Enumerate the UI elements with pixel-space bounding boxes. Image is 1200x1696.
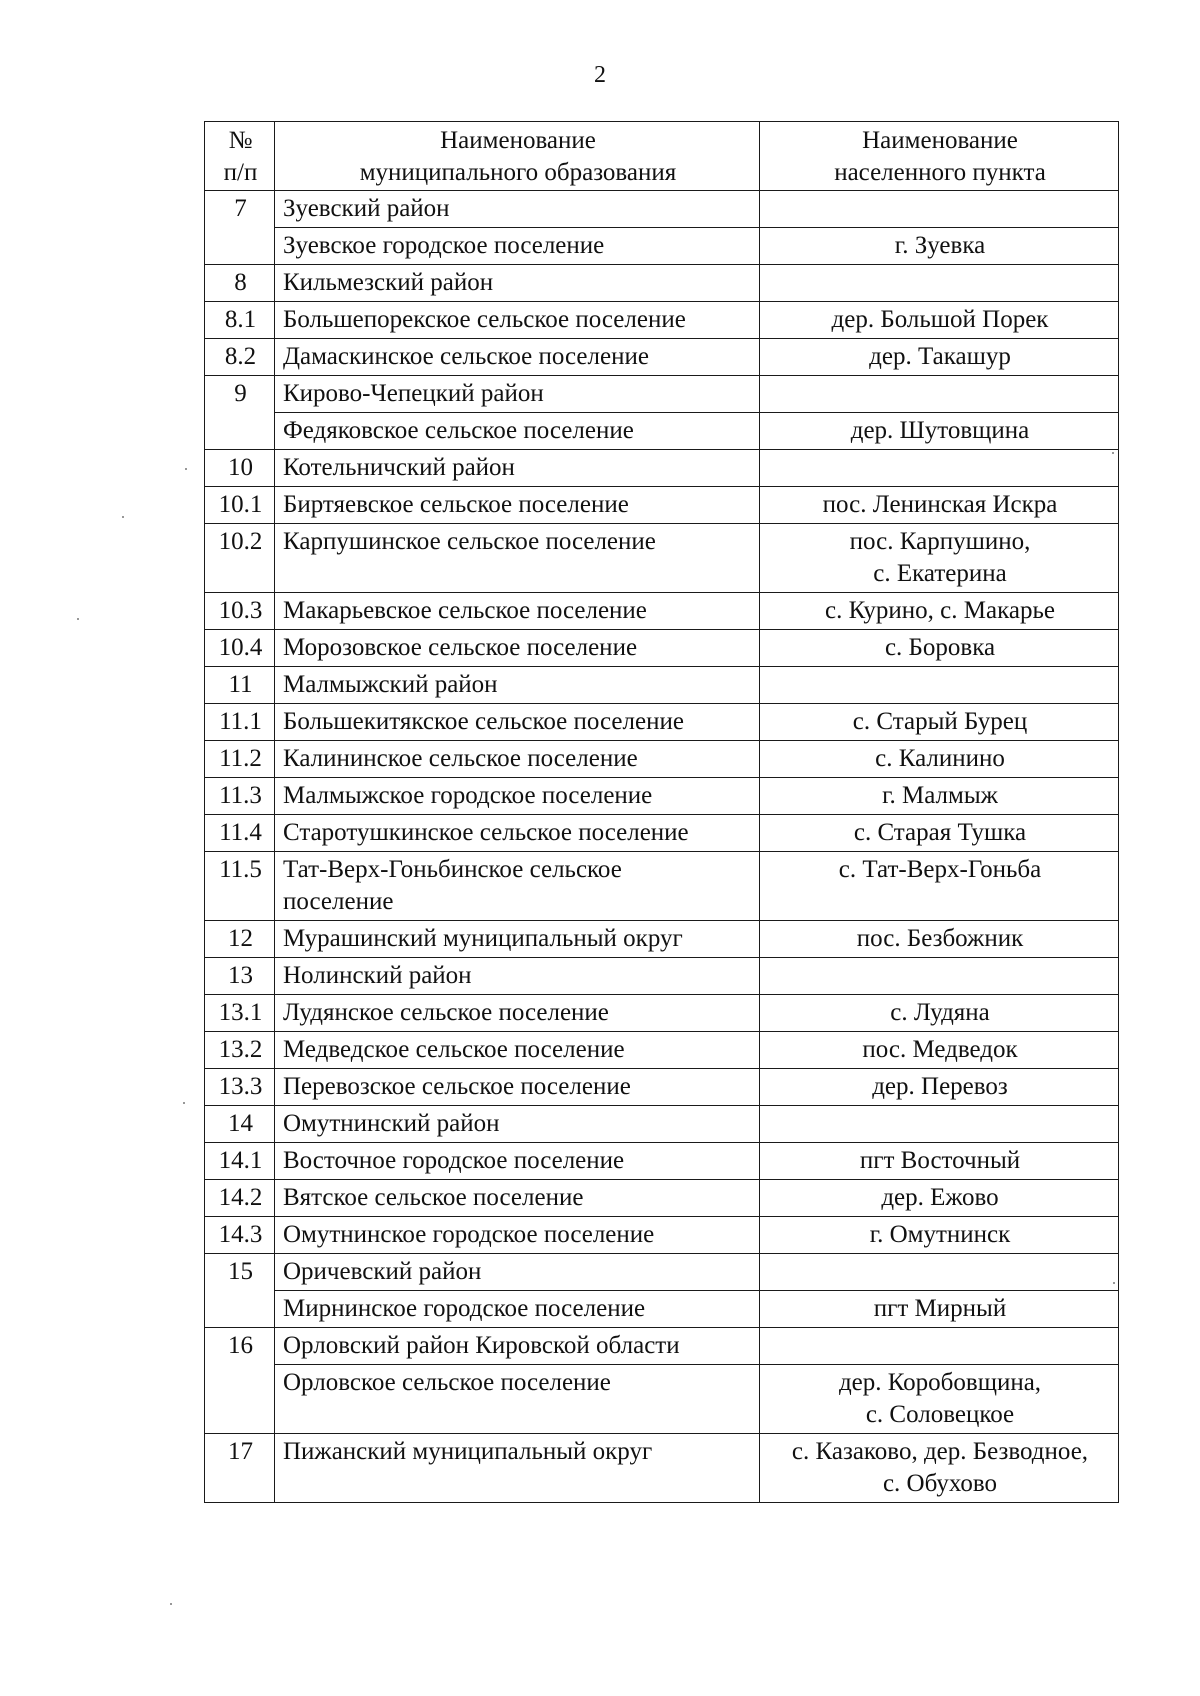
row-number: 14.2 <box>218 1184 263 1211</box>
table-row <box>205 704 1119 741</box>
table-row <box>205 1106 1119 1143</box>
settlement-cell <box>760 487 1119 524</box>
settlement-cell <box>760 815 1119 852</box>
row-number: 8.1 <box>224 306 257 333</box>
table-row <box>205 921 1119 958</box>
table-row <box>205 995 1119 1032</box>
row-number-cell <box>205 815 275 852</box>
municipality-name: Омутнинский район <box>283 1110 500 1137</box>
municipality-name: Вятское сельское поселение <box>283 1184 584 1211</box>
settlement-cell <box>760 1217 1119 1254</box>
municipality-cell <box>275 191 760 228</box>
settlement-name: с. Старая Тушка <box>853 819 1027 846</box>
table-header-row <box>205 122 1119 191</box>
settlement-cell <box>760 1106 1119 1143</box>
municipality-name: Омутнинское городское поселение <box>283 1221 655 1248</box>
table-row <box>205 1291 1119 1328</box>
settlement-name: с. Боровка <box>884 634 996 661</box>
settlements-table <box>204 121 1119 1503</box>
settlement-name: пос. Медведок <box>862 1036 1018 1063</box>
table-row <box>205 815 1119 852</box>
settlement-name <box>768 378 1112 410</box>
settlement-name: г. Зуевка <box>894 232 986 259</box>
municipality-name: Малмыжское городское поселение <box>283 782 653 809</box>
row-number: 7 <box>234 195 247 222</box>
municipality-name: Калининское сельское поселение <box>283 745 638 772</box>
settlement-cell <box>760 995 1119 1032</box>
header-municipality-line: муниципального образования <box>359 159 677 186</box>
row-number: 14.3 <box>218 1221 263 1248</box>
settlement-cell <box>760 852 1119 921</box>
municipality-name: Зуевский район <box>283 195 450 222</box>
row-number: 10.2 <box>218 528 263 555</box>
settlement-cell <box>760 265 1119 302</box>
row-number-cell <box>205 524 275 593</box>
header-number-line: № <box>228 127 253 154</box>
settlement-name: с. Тат-Верх-Гоньба <box>838 856 1042 883</box>
settlement-name: с. Казаково, дер. Безводное, <box>791 1438 1089 1465</box>
row-number-cell <box>205 1032 275 1069</box>
municipality-cell <box>275 487 760 524</box>
settlement-name: с. Екатерина <box>873 560 1007 587</box>
settlement-cell <box>760 921 1119 958</box>
municipality-name: Большекитякское сельское поселение <box>283 708 684 735</box>
row-number-cell <box>205 1106 275 1143</box>
municipality-name: поселение <box>283 888 394 915</box>
municipality-name: Дамаскинское сельское поселение <box>283 343 649 370</box>
settlement-cell <box>760 1069 1119 1106</box>
municipality-cell <box>275 413 760 450</box>
municipality-cell <box>275 815 760 852</box>
scan-speck <box>122 516 124 518</box>
table-row <box>205 741 1119 778</box>
settlement-name: с. Курино, с. Макарье <box>825 597 1055 624</box>
table-row <box>205 1434 1119 1503</box>
table-row <box>205 1069 1119 1106</box>
row-number: 11.2 <box>219 745 262 772</box>
municipality-name: Пижанский муниципальный округ <box>283 1438 653 1465</box>
municipality-cell <box>275 1143 760 1180</box>
settlement-name <box>768 960 1112 992</box>
settlement-name <box>768 1330 1112 1362</box>
settlement-cell <box>760 630 1119 667</box>
row-number: 10.1 <box>218 491 263 518</box>
table-row <box>205 265 1119 302</box>
municipality-name: Федяковское сельское поселение <box>283 417 634 444</box>
settlement-name: дер. Шутовщина <box>850 417 1030 444</box>
row-number: 10.3 <box>218 597 263 624</box>
municipality-cell <box>275 1254 760 1291</box>
municipality-name: Оричевский район <box>283 1258 482 1285</box>
settlement-name <box>768 1256 1112 1288</box>
settlement-name <box>768 452 1112 484</box>
row-number-cell <box>205 487 275 524</box>
page-number: 2 <box>594 62 606 88</box>
row-number: 17 <box>228 1438 253 1465</box>
row-number-cell <box>205 1069 275 1106</box>
settlement-name <box>768 267 1112 299</box>
municipality-cell <box>275 741 760 778</box>
row-number-cell <box>205 1328 275 1434</box>
municipality-name: Биртяевское сельское поселение <box>283 491 629 518</box>
scan-speck <box>77 618 79 620</box>
municipality-cell <box>275 265 760 302</box>
settlement-cell <box>760 1328 1119 1365</box>
settlement-name <box>768 1108 1112 1140</box>
row-number-cell <box>205 593 275 630</box>
municipality-cell <box>275 958 760 995</box>
row-number-cell <box>205 741 275 778</box>
settlement-name <box>768 193 1112 225</box>
settlement-name: пос. Карпушино, <box>849 528 1031 555</box>
table-row <box>205 339 1119 376</box>
scan-speck <box>1112 452 1114 454</box>
row-number-cell <box>205 376 275 450</box>
table-row <box>205 1217 1119 1254</box>
municipality-name: Котельничский район <box>283 454 515 481</box>
table-row <box>205 1143 1119 1180</box>
municipality-cell <box>275 1180 760 1217</box>
table-row <box>205 778 1119 815</box>
row-number-cell <box>205 852 275 921</box>
settlement-name: с. Калинино <box>875 745 1005 772</box>
row-number-cell <box>205 921 275 958</box>
settlement-cell <box>760 339 1119 376</box>
settlement-name: г. Омутнинск <box>869 1221 1011 1248</box>
settlement-cell <box>760 1254 1119 1291</box>
row-number: 13 <box>228 962 253 989</box>
row-number: 8.2 <box>224 343 257 370</box>
municipality-name: Карпушинское сельское поселение <box>283 528 656 555</box>
municipality-cell <box>275 524 760 593</box>
row-number-cell <box>205 778 275 815</box>
row-number: 9 <box>234 380 247 407</box>
row-number-cell <box>205 1434 275 1503</box>
row-number-cell <box>205 1143 275 1180</box>
settlement-cell <box>760 741 1119 778</box>
table-row <box>205 1254 1119 1291</box>
municipality-cell <box>275 1328 760 1365</box>
settlement-cell <box>760 450 1119 487</box>
row-number-cell <box>205 265 275 302</box>
settlement-cell <box>760 778 1119 815</box>
row-number: 11.5 <box>219 856 262 883</box>
table-row <box>205 450 1119 487</box>
header-settlement-line: Наименование <box>862 127 1018 154</box>
table-row <box>205 524 1119 593</box>
table-row <box>205 1365 1119 1434</box>
row-number: 10 <box>228 454 253 481</box>
row-number: 14.1 <box>218 1147 263 1174</box>
municipality-cell <box>275 1069 760 1106</box>
table-row <box>205 376 1119 413</box>
municipality-cell <box>275 1032 760 1069</box>
municipality-cell <box>275 852 760 921</box>
row-number-cell <box>205 339 275 376</box>
settlement-cell <box>760 1143 1119 1180</box>
municipality-cell <box>275 921 760 958</box>
municipality-name: Кирово-Чепецкий район <box>283 380 544 407</box>
municipality-name: Тат-Верх-Гоньбинское сельское <box>283 856 622 883</box>
scan-speck <box>170 1603 172 1605</box>
municipality-cell <box>275 1106 760 1143</box>
settlement-name: пгт Восточный <box>859 1147 1021 1174</box>
row-number: 12 <box>228 925 253 952</box>
row-number: 16 <box>228 1332 253 1359</box>
municipality-name: Большепорекское сельское поселение <box>283 306 686 333</box>
row-number: 14 <box>228 1110 253 1137</box>
row-number: 11.4 <box>219 819 262 846</box>
municipality-cell <box>275 778 760 815</box>
table-row <box>205 958 1119 995</box>
municipality-name: Старотушкинское сельское поселение <box>283 819 689 846</box>
table-row <box>205 413 1119 450</box>
municipality-cell <box>275 228 760 265</box>
municipality-name: Медведское сельское поселение <box>283 1036 625 1063</box>
settlement-name: с. Обухово <box>882 1470 998 1497</box>
municipality-cell <box>275 593 760 630</box>
municipality-name: Орловское сельское поселение <box>283 1369 611 1396</box>
municipality-cell <box>275 1365 760 1434</box>
municipality-cell <box>275 630 760 667</box>
row-number: 8 <box>234 269 247 296</box>
settlement-name: дер. Такашур <box>869 343 1011 370</box>
settlement-cell <box>760 228 1119 265</box>
municipality-name: Перевозское сельское поселение <box>283 1073 631 1100</box>
municipality-name: Малмыжский район <box>283 671 498 698</box>
municipality-name: Восточное городское поселение <box>283 1147 625 1174</box>
scan-speck <box>1113 1282 1115 1284</box>
settlement-name: пос. Ленинская Искра <box>822 491 1058 518</box>
municipality-name: Мирнинское городское поселение <box>283 1295 646 1322</box>
municipality-name: Нолинский район <box>283 962 472 989</box>
settlement-name: пгт Мирный <box>873 1295 1007 1322</box>
table-row <box>205 593 1119 630</box>
row-number-cell <box>205 1254 275 1328</box>
settlement-cell <box>760 1032 1119 1069</box>
municipality-cell <box>275 995 760 1032</box>
municipality-cell <box>275 302 760 339</box>
municipality-name: Лудянское сельское поселение <box>283 999 609 1026</box>
scan-speck <box>185 468 187 470</box>
municipality-cell <box>275 1217 760 1254</box>
row-number: 13.3 <box>218 1073 263 1100</box>
settlement-cell <box>760 302 1119 339</box>
settlement-cell <box>760 1365 1119 1434</box>
municipality-name: Орловский район Кировской области <box>283 1332 680 1359</box>
settlement-cell <box>760 704 1119 741</box>
settlement-cell <box>760 413 1119 450</box>
settlement-name: с. Лудяна <box>890 999 990 1026</box>
row-number: 15 <box>228 1258 253 1285</box>
row-number-cell <box>205 450 275 487</box>
header-number-line: п/п <box>223 159 258 186</box>
row-number: 13.2 <box>218 1036 263 1063</box>
municipality-cell <box>275 339 760 376</box>
scan-speck <box>183 1102 185 1104</box>
table-row <box>205 191 1119 228</box>
table-row <box>205 228 1119 265</box>
table-row <box>205 667 1119 704</box>
municipality-cell <box>275 1291 760 1328</box>
row-number: 11.1 <box>219 708 262 735</box>
row-number: 11 <box>228 671 253 698</box>
settlement-cell <box>760 1180 1119 1217</box>
table-row <box>205 302 1119 339</box>
settlement-cell <box>760 376 1119 413</box>
municipality-cell <box>275 376 760 413</box>
municipality-cell <box>275 1434 760 1503</box>
row-number: 11.3 <box>219 782 262 809</box>
row-number-cell <box>205 667 275 704</box>
municipality-name: Макарьевское сельское поселение <box>283 597 647 624</box>
municipality-name: Зуевское городское поселение <box>283 232 605 259</box>
settlement-cell <box>760 1291 1119 1328</box>
table-row <box>205 1180 1119 1217</box>
settlement-name <box>768 669 1112 701</box>
row-number: 13.1 <box>218 999 263 1026</box>
settlement-name: с. Соловецкое <box>865 1401 1015 1428</box>
table-row <box>205 1032 1119 1069</box>
municipality-name: Мурашинский муниципальный округ <box>283 925 683 952</box>
settlement-name: пос. Безбожник <box>856 925 1024 952</box>
row-number-cell <box>205 958 275 995</box>
settlement-name: дер. Коробовщина, <box>838 1369 1042 1396</box>
header-municipality-line: Наименование <box>440 127 596 154</box>
settlement-name: г. Малмыж <box>882 782 998 809</box>
row-number-cell <box>205 302 275 339</box>
row-number-cell <box>205 1180 275 1217</box>
municipality-cell <box>275 667 760 704</box>
header-settlement-line: населенного пункта <box>834 159 1046 186</box>
municipality-name: Морозовское сельское поселение <box>283 634 638 661</box>
municipality-name: Кильмезский район <box>283 269 494 296</box>
table-row <box>205 487 1119 524</box>
row-number: 10.4 <box>218 634 263 661</box>
row-number-cell <box>205 630 275 667</box>
settlement-name: дер. Перевоз <box>872 1073 1008 1100</box>
settlement-name: с. Старый Бурец <box>852 708 1028 735</box>
row-number-cell <box>205 191 275 265</box>
settlement-cell <box>760 1434 1119 1503</box>
header-settlement <box>760 122 1119 191</box>
row-number-cell <box>205 995 275 1032</box>
table-row <box>205 1328 1119 1365</box>
settlement-name: дер. Большой Порек <box>831 306 1049 333</box>
header-number <box>205 122 275 191</box>
row-number-cell <box>205 1217 275 1254</box>
row-number-cell <box>205 704 275 741</box>
settlement-cell <box>760 524 1119 593</box>
settlement-cell <box>760 593 1119 630</box>
settlement-name: дер. Ежово <box>881 1184 999 1211</box>
municipality-cell <box>275 704 760 741</box>
municipality-cell <box>275 450 760 487</box>
table-row <box>205 852 1119 921</box>
settlement-cell <box>760 667 1119 704</box>
settlement-cell <box>760 191 1119 228</box>
table-body <box>205 191 1119 1503</box>
header-municipality <box>275 122 760 191</box>
table-row <box>205 630 1119 667</box>
settlement-cell <box>760 958 1119 995</box>
